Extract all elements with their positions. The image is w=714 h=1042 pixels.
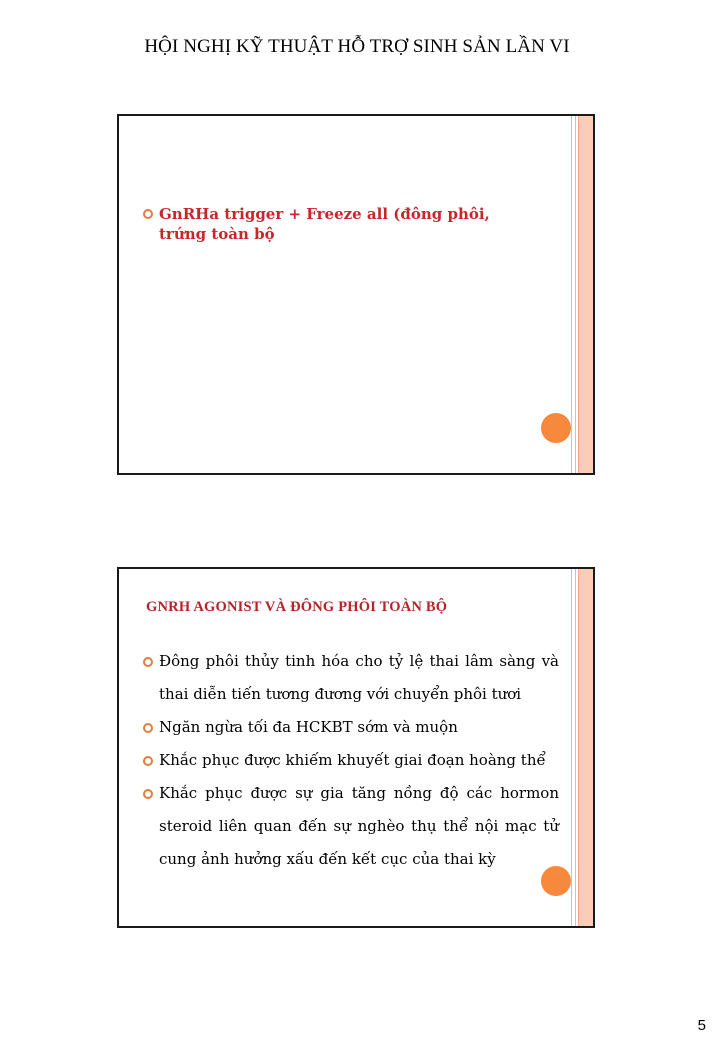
list-item (137, 711, 559, 744)
decorative-stripes (571, 116, 593, 473)
list-item (137, 204, 517, 244)
slide-1-bullet-list (137, 204, 517, 244)
list-item (137, 777, 559, 876)
list-item (137, 645, 559, 711)
stripe-line (571, 569, 572, 926)
slide-title: GNRH AGONIST VÀ ĐÔNG PHÔI TOÀN BỘ (146, 599, 448, 615)
decorative-stripes (571, 569, 593, 926)
stripe-line (575, 116, 576, 473)
slide-2-bullet-list (137, 645, 559, 876)
hollow-circle-bullet-icon (143, 657, 153, 667)
bullet-text: Khắc phục được sự gia tăng nồng độ các hormon steroid liên quan đến sự nghèo thụ thể nội mạc tử cung ảnh hưởng xấu đến kết cục của thai kỳ (159, 784, 559, 868)
page-number: 5 (697, 1017, 706, 1034)
slide-1 (117, 114, 595, 475)
slide-2 (117, 567, 595, 928)
hollow-circle-bullet-icon (143, 723, 153, 733)
stripe-line (575, 569, 576, 926)
bullet-text: Đông phôi thủy tinh hóa cho tỷ lệ thai lâm sàng và thai diễn tiến tương đương với chuyển phôi tươi (159, 652, 559, 703)
hollow-circle-bullet-icon (143, 209, 153, 219)
hollow-circle-bullet-icon (143, 756, 153, 766)
list-item (137, 744, 559, 777)
page-header-title: HỘI NGHỊ KỸ THUẬT HỖ TRỢ SINH SẢN LẦN VI (144, 36, 570, 57)
stripe-line (571, 116, 572, 473)
stripe-band (578, 116, 594, 473)
bullet-text: Khắc phục được khiếm khuyết giai đoạn hoàng thể (159, 751, 546, 769)
bullet-text: Ngăn ngừa tối đa HCKBT sớm và muộn (159, 718, 458, 736)
orange-circle-icon (541, 413, 571, 443)
orange-circle-icon (541, 866, 571, 896)
hollow-circle-bullet-icon (143, 789, 153, 799)
stripe-band (578, 569, 594, 926)
bullet-text: GnRHa trigger + Freeze all (đông phôi, trứng toàn bộ (159, 205, 490, 243)
